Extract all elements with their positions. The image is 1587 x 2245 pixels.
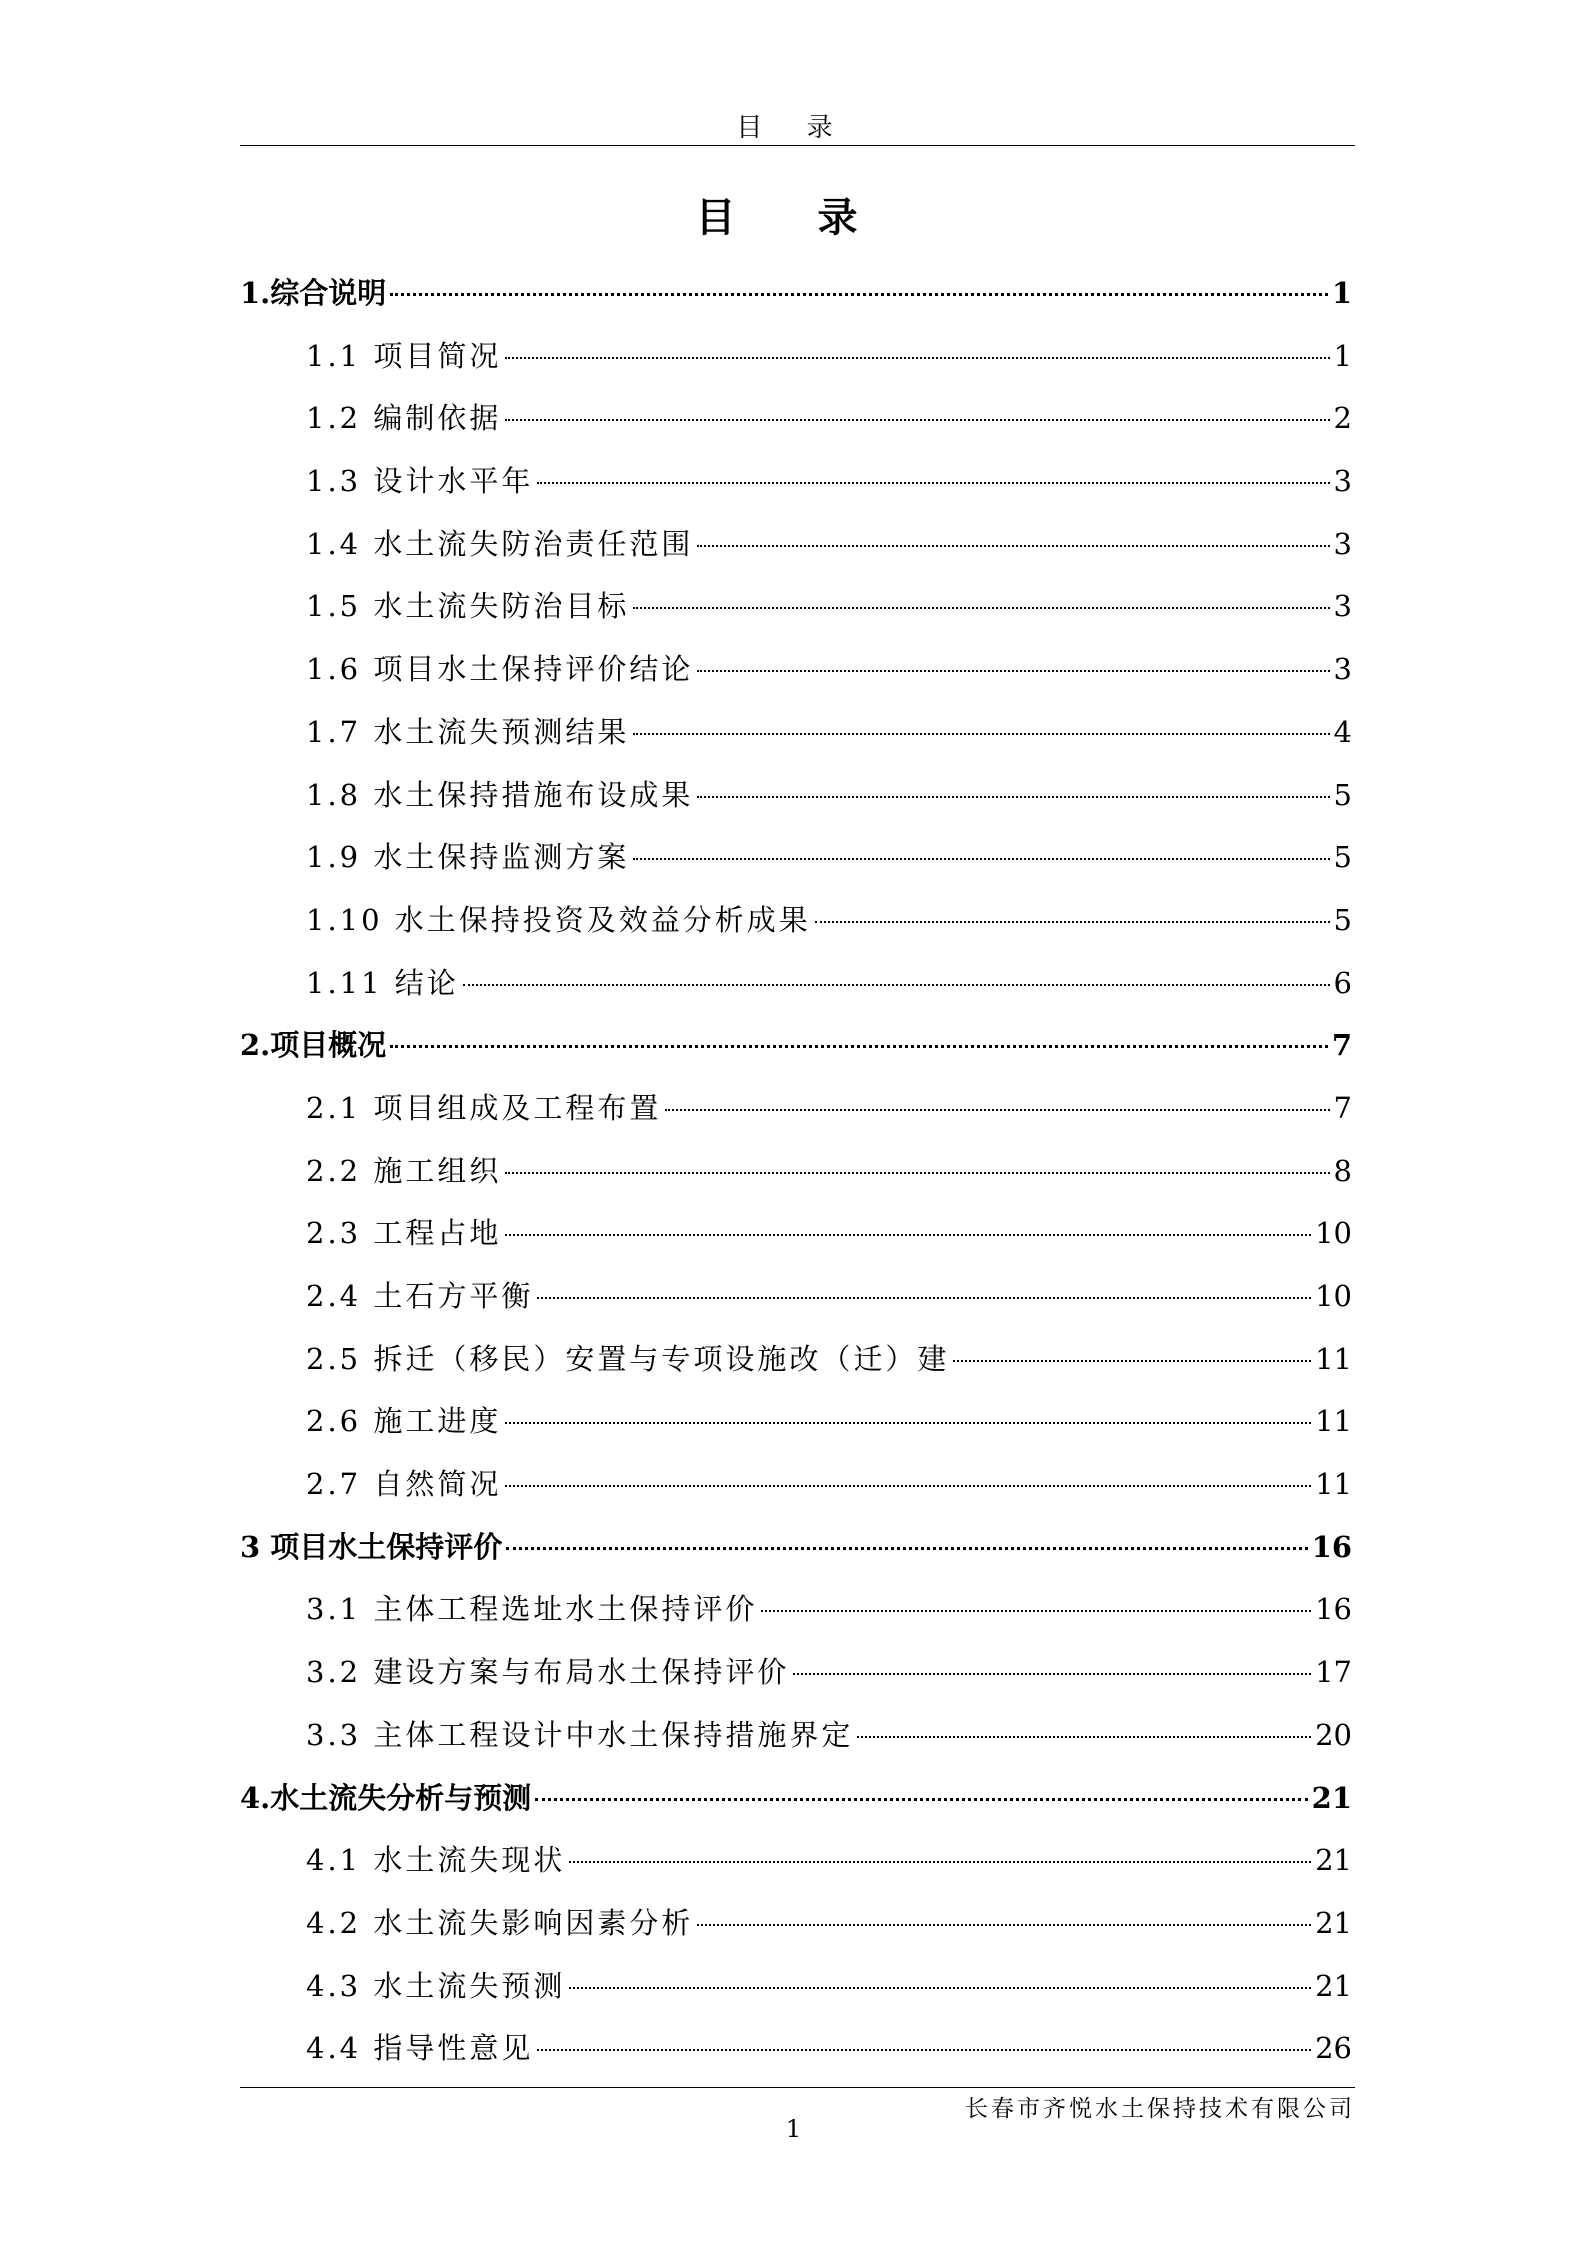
toc-section-entry[interactable] (240, 1265, 1352, 1328)
dot-leader (697, 545, 1329, 547)
toc-section-entry[interactable] (240, 1704, 1352, 1767)
toc-section-entry[interactable] (240, 826, 1352, 889)
dot-leader (390, 293, 1328, 296)
toc-entry-page-number: 8 (1333, 1153, 1352, 1188)
dot-leader (953, 1360, 1311, 1362)
toc-entry-label: 1.7 水土流失预测结果 (306, 714, 630, 749)
dot-leader (537, 2049, 1311, 2051)
toc-section-entry[interactable] (240, 1390, 1352, 1453)
toc-chapter-entry[interactable] (240, 1014, 1352, 1077)
toc-entry-page-number: 7 (1331, 1028, 1352, 1063)
toc-section-entry[interactable] (240, 1077, 1352, 1140)
toc-entry-page-number: 21 (1315, 1968, 1352, 2003)
dot-leader (505, 1485, 1311, 1487)
toc-entry-label: 1.8 水土保持措施布设成果 (306, 777, 694, 812)
toc-entry-page-number: 7 (1333, 1090, 1352, 1125)
dot-leader (537, 482, 1329, 484)
page-title: 目 录 (695, 194, 892, 241)
toc-entry-page-number: 21 (1315, 1905, 1352, 1940)
toc-section-entry[interactable] (240, 1829, 1352, 1892)
toc-entry-page-number: 3 (1333, 589, 1352, 624)
toc-entry-label: 3.3 主体工程设计中水土保持措施界定 (306, 1717, 854, 1752)
header-rule (240, 145, 1355, 146)
toc-section-entry[interactable] (240, 575, 1352, 638)
toc-entry-label: 1.2 编制依据 (306, 401, 502, 436)
dot-leader (535, 1798, 1307, 1801)
toc-entry-page-number: 5 (1333, 902, 1352, 937)
toc-section-entry[interactable] (240, 1578, 1352, 1641)
toc-entry-label: 2.2 施工组织 (306, 1153, 502, 1188)
toc-entry-page-number: 26 (1315, 2031, 1352, 2066)
toc-entry-page-number: 21 (1315, 1843, 1352, 1878)
toc-section-entry[interactable] (240, 764, 1352, 827)
toc-section-entry[interactable] (240, 2017, 1352, 2080)
dot-leader (506, 1547, 1307, 1550)
toc-section-entry[interactable] (240, 387, 1352, 450)
dot-leader (857, 1736, 1311, 1738)
toc-chapter-entry[interactable] (240, 1516, 1352, 1579)
toc-section-entry[interactable] (240, 1328, 1352, 1391)
toc-entry-page-number: 17 (1315, 1655, 1352, 1690)
toc-chapter-entry[interactable] (240, 262, 1352, 325)
dot-leader (697, 1924, 1311, 1926)
toc-entry-label: 2.1 项目组成及工程布置 (306, 1090, 662, 1125)
toc-entry-label: 2.项目概况 (240, 1028, 387, 1063)
toc-entry-label: 2.4 土石方平衡 (306, 1279, 534, 1313)
dot-leader (505, 419, 1329, 421)
footer-page-number: 1 (785, 2115, 802, 2143)
toc-entry-label: 1.4 水土流失防治责任范围 (306, 526, 694, 561)
toc-section-entry[interactable] (240, 638, 1352, 701)
dot-leader (505, 1234, 1311, 1236)
dot-leader (569, 1861, 1311, 1863)
dot-leader (793, 1673, 1311, 1675)
toc-entry-page-number: 3 (1333, 526, 1352, 561)
toc-entry-label: 3 项目水土保持评价 (240, 1529, 503, 1564)
toc-entry-page-number: 11 (1315, 1404, 1352, 1439)
toc-entry-page-number: 6 (1333, 965, 1352, 1000)
toc-section-entry[interactable] (240, 1641, 1352, 1704)
toc-entry-page-number: 5 (1333, 777, 1352, 812)
dot-leader (697, 670, 1329, 672)
dot-leader (697, 796, 1329, 798)
table-of-contents (240, 262, 1352, 2080)
toc-section-entry[interactable] (240, 701, 1352, 764)
toc-entry-page-number: 11 (1315, 1467, 1352, 1502)
dot-leader (665, 1109, 1329, 1111)
dot-leader (463, 984, 1330, 986)
toc-entry-page-number: 2 (1333, 401, 1352, 436)
toc-section-entry[interactable] (240, 1453, 1352, 1516)
dot-leader (633, 607, 1329, 609)
toc-entry-page-number: 11 (1315, 1341, 1352, 1376)
toc-entry-page-number: 21 (1311, 1780, 1352, 1815)
dot-leader (569, 1987, 1311, 1989)
dot-leader (633, 733, 1329, 735)
dot-leader (537, 1297, 1311, 1299)
toc-section-entry[interactable] (240, 325, 1352, 388)
dot-leader (633, 858, 1329, 860)
toc-entry-label: 2.5 拆迁（移民）安置与专项设施改（迁）建 (306, 1341, 950, 1376)
dot-leader (815, 921, 1330, 923)
dot-leader (505, 1172, 1329, 1174)
toc-section-entry[interactable] (240, 889, 1352, 952)
toc-entry-label: 1.5 水土流失防治目标 (306, 589, 630, 624)
toc-entry-label: 4.3 水土流失预测 (306, 1968, 566, 2003)
toc-entry-label: 2.3 工程占地 (306, 1216, 502, 1251)
dot-leader (505, 357, 1329, 359)
toc-section-entry[interactable] (240, 952, 1352, 1015)
toc-entry-label: 2.6 施工进度 (306, 1404, 502, 1439)
toc-entry-label: 1.1 项目简况 (306, 338, 502, 373)
toc-chapter-entry[interactable] (240, 1767, 1352, 1830)
toc-entry-label: 4.水土流失分析与预测 (240, 1780, 532, 1815)
toc-entry-label: 4.2 水土流失影响因素分析 (306, 1905, 694, 1940)
footer-rule (240, 2087, 1355, 2088)
toc-entry-label: 1.10 水土保持投资及效益分析成果 (306, 902, 811, 937)
toc-entry-page-number: 1 (1333, 338, 1352, 373)
toc-section-entry[interactable] (240, 450, 1352, 513)
dot-leader (761, 1610, 1311, 1612)
toc-entry-page-number: 3 (1333, 652, 1352, 687)
toc-section-entry[interactable] (240, 1140, 1352, 1203)
toc-entry-label: 1.3 设计水平年 (306, 464, 534, 499)
toc-entry-label: 1.9 水土保持监测方案 (306, 840, 630, 875)
toc-entry-label: 4.1 水土流失现状 (306, 1843, 566, 1878)
toc-entry-page-number: 10 (1315, 1279, 1352, 1313)
running-header: 目 录 (736, 113, 851, 143)
toc-entry-page-number: 16 (1315, 1592, 1352, 1627)
toc-entry-label: 3.1 主体工程选址水土保持评价 (306, 1592, 758, 1627)
toc-entry-label: 1.综合说明 (240, 276, 387, 310)
footer-company-name: 长春市齐悦水土保持技术有限公司 (965, 2096, 1355, 2122)
toc-entry-label: 2.7 自然简况 (306, 1467, 502, 1502)
toc-entry-label: 1.11 结论 (306, 965, 459, 1000)
dot-leader (505, 1422, 1311, 1424)
toc-entry-label: 1.6 项目水土保持评价结论 (306, 652, 694, 687)
toc-section-entry[interactable] (240, 1202, 1352, 1265)
toc-entry-label: 4.4 指导性意见 (306, 2031, 534, 2066)
toc-section-entry[interactable] (240, 1955, 1352, 2018)
toc-section-entry[interactable] (240, 513, 1352, 576)
toc-entry-page-number: 1 (1331, 276, 1352, 310)
toc-entry-page-number: 5 (1333, 840, 1352, 875)
dot-leader (390, 1045, 1328, 1048)
toc-entry-page-number: 4 (1333, 714, 1352, 749)
toc-entry-page-number: 16 (1311, 1529, 1352, 1564)
toc-entry-page-number: 20 (1315, 1717, 1352, 1752)
toc-entry-label: 3.2 建设方案与布局水土保持评价 (306, 1655, 790, 1690)
toc-entry-page-number: 10 (1315, 1216, 1352, 1251)
toc-entry-page-number: 3 (1333, 464, 1352, 499)
toc-section-entry[interactable] (240, 1892, 1352, 1955)
